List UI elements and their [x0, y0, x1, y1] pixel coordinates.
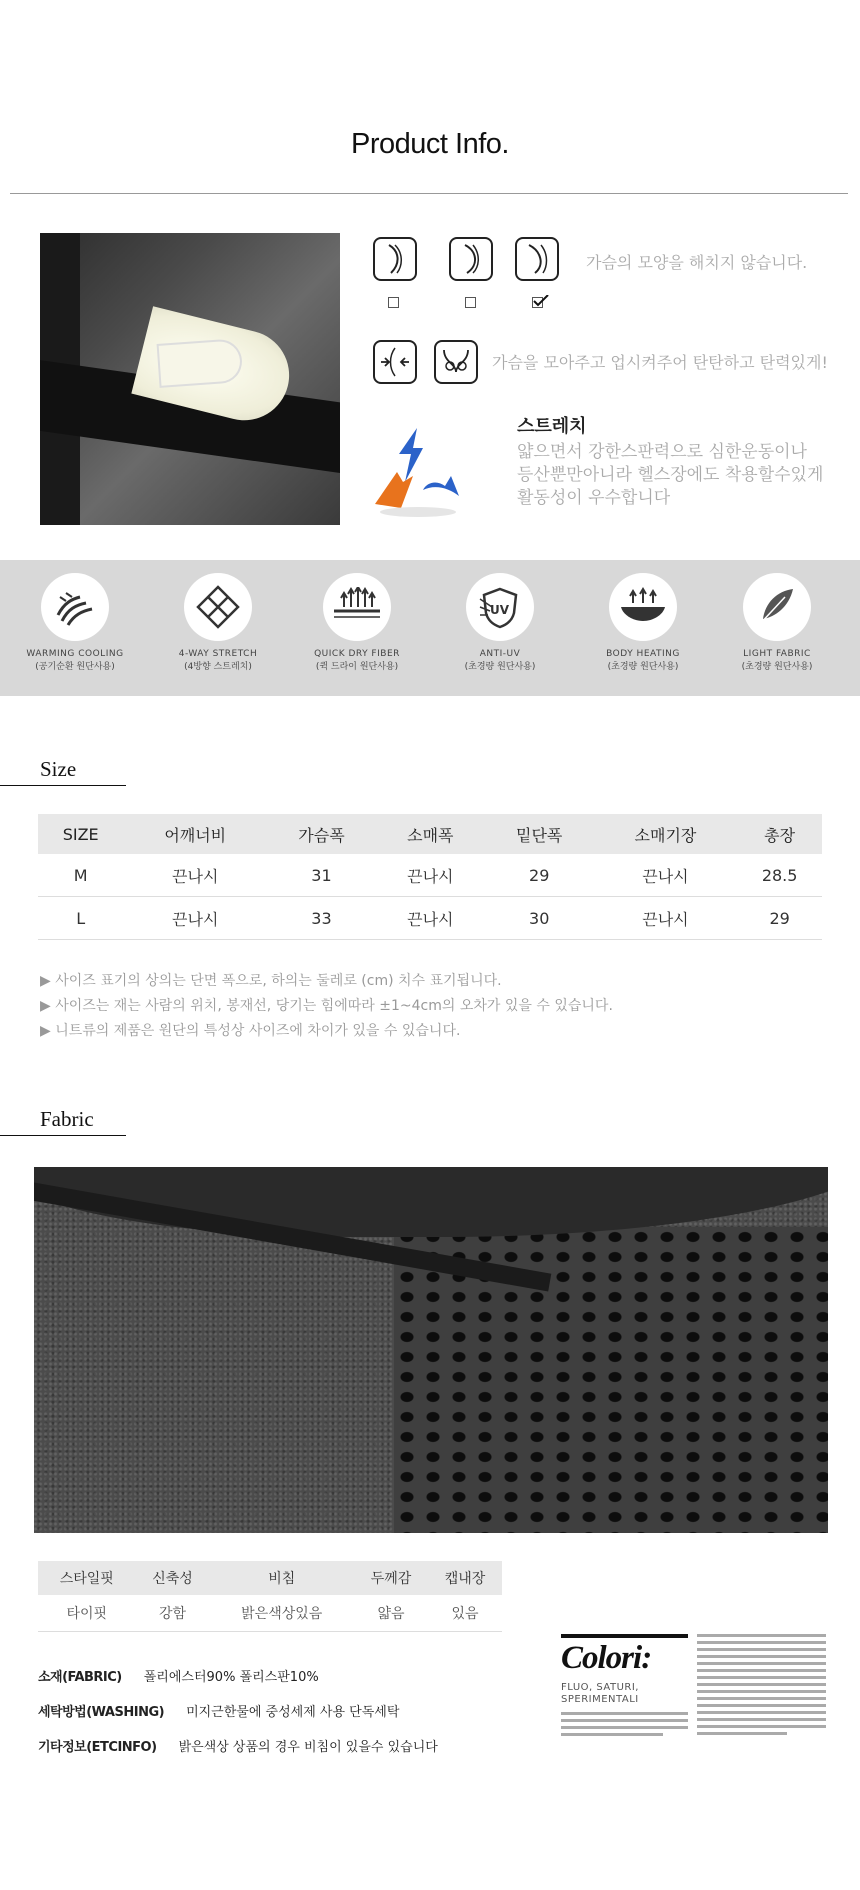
page-title: Product Info. — [351, 128, 509, 160]
magazine-text-column — [697, 1634, 826, 1739]
etc-info-row — [38, 1736, 438, 1755]
column-header: 캡내장 — [428, 1561, 502, 1595]
size-table-header — [38, 814, 822, 854]
column-header: 소매기장 — [594, 814, 738, 854]
magazine-subtitle-line: FLUO, SATURI, — [561, 1682, 639, 1693]
feature-subtitle: (초경량 원단사용) — [607, 662, 679, 672]
stretch-line: 등산뿐만아니라 헬스장에도 착용할수있게 — [517, 465, 824, 485]
table-cell: 밝은색상있음 — [209, 1595, 354, 1632]
column-header: 두께감 — [354, 1561, 428, 1595]
feature-title: WARMING COOLING — [26, 649, 124, 659]
table-cell: L — [38, 897, 123, 940]
info-value: 폴리에스터90% 폴리스판10% — [143, 1670, 319, 1685]
size-note: ▶ 니트류의 제품은 원단의 특성상 사이즈에 차이가 있을 수 있습니다. — [40, 1023, 461, 1039]
info-label: 기타정보(ETCINFO) — [38, 1740, 157, 1755]
table-cell: 강함 — [136, 1595, 210, 1632]
fabric-texture-photo — [34, 1167, 828, 1533]
column-header: 비침 — [209, 1561, 354, 1595]
table-cell: M — [38, 854, 123, 897]
feature-warming-cooling — [5, 573, 145, 672]
table-row — [38, 897, 822, 940]
washing-info-row — [38, 1701, 399, 1720]
stretch-description — [517, 441, 837, 510]
feature-title: ANTI-UV — [479, 649, 521, 659]
feature-subtitle: (4방향 스트레치) — [184, 662, 252, 672]
info-value: 밝은색상 상품의 경우 비침이 있을수 있습니다 — [178, 1740, 438, 1755]
title-divider — [10, 193, 848, 194]
push-up-icon-2 — [434, 340, 478, 384]
size-note: ▶ 사이즈는 재는 사람의 위치, 봉재선, 당기는 힘에따라 ±1~4cm의 오차가 있을 수 있습니다. — [40, 998, 613, 1014]
table-cell: 끈나시 — [123, 897, 267, 940]
table-cell: 28.5 — [737, 854, 822, 897]
feature-title: 4-WAY STRETCH — [178, 649, 258, 659]
feature-title: QUICK DRY FIBER — [314, 649, 400, 659]
table-cell: 끈나시 — [594, 897, 738, 940]
checkbox-icon — [388, 297, 399, 308]
push-up-feature-text: 가슴을 모아주고 업시켜주어 탄탄하고 탄력있게! — [492, 353, 828, 372]
feature-light-fabric — [707, 573, 847, 672]
anti-uv-icon — [466, 573, 534, 641]
magazine-subtitle-line: SPERIMENTALI — [561, 1694, 639, 1705]
magazine-brand: Colori: — [561, 1640, 652, 1676]
breast-shape-icon-2 — [449, 237, 493, 281]
table-cell: 33 — [267, 897, 376, 940]
fabric-info-row — [38, 1666, 319, 1685]
column-header: 가슴폭 — [267, 814, 376, 854]
feature-4-way-stretch — [148, 573, 288, 672]
table-cell: 29 — [737, 897, 822, 940]
size-note: ▶ 사이즈 표기의 상의는 단면 폭으로, 하의는 둘레로 (cm) 치수 표기됩니다. — [40, 973, 502, 989]
column-header: 스타일핏 — [38, 1561, 136, 1595]
table-cell: 끈나시 — [376, 897, 485, 940]
feature-title: LIGHT FABRIC — [743, 649, 811, 659]
stretch-line: 얇으면서 강한스판력으로 심한운동이나 — [517, 442, 807, 462]
feature-quick-dry — [287, 573, 427, 672]
table-cell: 29 — [485, 854, 594, 897]
table-cell: 있음 — [428, 1595, 502, 1632]
body-heating-icon — [609, 573, 677, 641]
table-cell: 30 — [485, 897, 594, 940]
table-cell: 타이핏 — [38, 1595, 136, 1632]
four-way-stretch-icon — [184, 573, 252, 641]
size-heading-rule — [0, 785, 126, 786]
table-cell: 31 — [267, 854, 376, 897]
feature-body-heating — [573, 573, 713, 672]
breast-shape-icon-3 — [515, 237, 559, 281]
quick-dry-icon — [323, 573, 391, 641]
column-header: 소매폭 — [376, 814, 485, 854]
feather-icon — [743, 573, 811, 641]
stretch-arrows-icon — [373, 424, 463, 520]
info-label: 세탁방법(WASHING) — [38, 1705, 165, 1720]
stretch-line: 활동성이 우수합니다 — [517, 488, 671, 508]
info-value: 미지근한물에 중성세제 사용 단독세탁 — [186, 1705, 400, 1720]
size-heading: Size — [40, 757, 77, 781]
table-cell: 끈나시 — [376, 854, 485, 897]
fabric-heading: Fabric — [40, 1107, 94, 1131]
magazine-graphic — [561, 1634, 826, 1748]
column-header: 총장 — [737, 814, 822, 854]
table-cell: 끈나시 — [594, 854, 738, 897]
column-header: 어깨너비 — [123, 814, 267, 854]
feature-subtitle: (초경량 원단사용) — [741, 662, 813, 672]
column-header: 밑단폭 — [485, 814, 594, 854]
feature-subtitle: (퀵 드라이 원단사용) — [315, 662, 399, 672]
size-table — [38, 814, 822, 940]
table-row — [38, 854, 822, 897]
stretch-title: 스트레치 — [517, 416, 587, 437]
table-row — [38, 1595, 502, 1632]
table-cell: 끈나시 — [123, 854, 267, 897]
warming-cooling-icon — [41, 573, 109, 641]
feature-subtitle: (초경량 원단사용) — [464, 662, 536, 672]
column-header: 신축성 — [136, 1561, 210, 1595]
shape-feature-text: 가슴의 모양을 해치지 않습니다. — [586, 253, 808, 272]
fabric-heading-rule — [0, 1135, 126, 1136]
push-up-icon-1 — [373, 340, 417, 384]
feature-anti-uv — [430, 573, 570, 672]
info-label: 소재(FABRIC) — [38, 1670, 122, 1685]
checked-checkbox-icon — [532, 297, 543, 308]
properties-header — [38, 1561, 502, 1595]
svg-text:UV: UV — [490, 603, 510, 617]
column-header: SIZE — [38, 814, 123, 854]
magazine-text-column — [561, 1712, 688, 1740]
table-cell: 얇음 — [354, 1595, 428, 1632]
fabric-properties-table — [38, 1561, 502, 1632]
bra-cup-photo — [40, 233, 340, 525]
checkbox-icon — [465, 297, 476, 308]
breast-shape-icon-1 — [373, 237, 417, 281]
magazine-subtitle — [561, 1682, 639, 1706]
feature-subtitle: (공기순환 원단사용) — [35, 662, 115, 672]
feature-title: BODY HEATING — [606, 649, 680, 659]
